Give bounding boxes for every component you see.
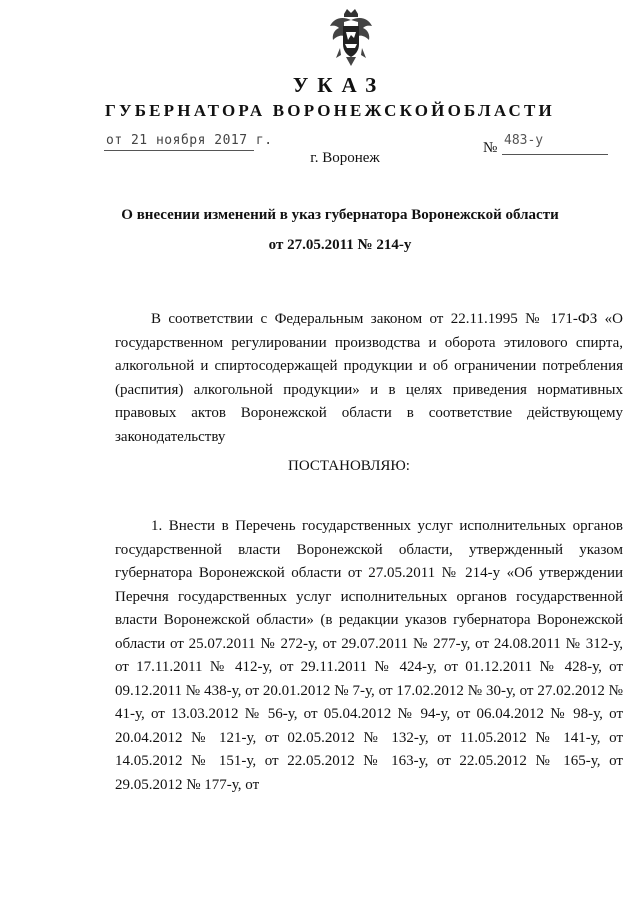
preamble-paragraph: В соответствии с Федеральным законом от 22.11.1995 № 171-ФЗ «О государственном регулировании производства и оборота этилового спирта, алкогольной и спиртосодержащей продукции и об ограничении потребления (распития) алкогольной продукции» и в целях приведения нормативных правовых актов Воронежской области в соответствие действующему законодательству (115, 311, 623, 445)
document-date: от 21 ноября 2017 г. (106, 133, 273, 148)
document-city: г. Воронеж (310, 150, 380, 166)
coat-of-arms-icon (328, 8, 374, 70)
document-subtitle: ГУБЕРНАТОРА ВОРОНЕЖСКОЙОБЛАСТИ (105, 101, 555, 120)
document-heading-line1: О внесении изменений в указ губернатора Воронежской области (121, 207, 559, 223)
document-number: 483-у (504, 133, 544, 148)
item-1-paragraph: 1. Внести в Перечень государственных услуг исполнительных органов государственной власти Воронежской области, утвержденный указом губернатора Воронежской области от 27.05.2011 № 214-у «Об утверждении Перечня государственных услуг исполнительных органов государственной власти Воронежской области» (в редакции указов губернатора Воронежской области от 25.07.2011 № 272-у, от 29.07.2011 № 277-у, от 24.08.2011 № 312-у, от 17.11.2011 № 412-у, от 29.11.2011 № 424-у, от 01.12.2011 № 428-у, от 09.12.2011 № 438-у, от 20.01.2012 № 7-у, от 17.02.2012 № 30-у, от 27.02.2012 № 41-у, от 13.03.2012 № 56-у, от 05.04.2012 № 94-у, от 06.04.2012 № 98-у, от 20.04.2012 № 121-у, от 02.05.2012 № 132-у, от 11.05.2012 № 141-у, от 14.05.2012 № 151-у, от 22.05.2012 № 163-у, от 22.05.2012 № 165-у, от 29.05.2012 № 177-у, от (115, 518, 623, 793)
document-number-label: № (483, 140, 498, 156)
document-title: УКАЗ (292, 73, 386, 97)
document-heading-line2: от 27.05.2011 № 214-у (268, 237, 412, 253)
decree-word: ПОСТАНОВЛЯЮ: (288, 458, 410, 474)
